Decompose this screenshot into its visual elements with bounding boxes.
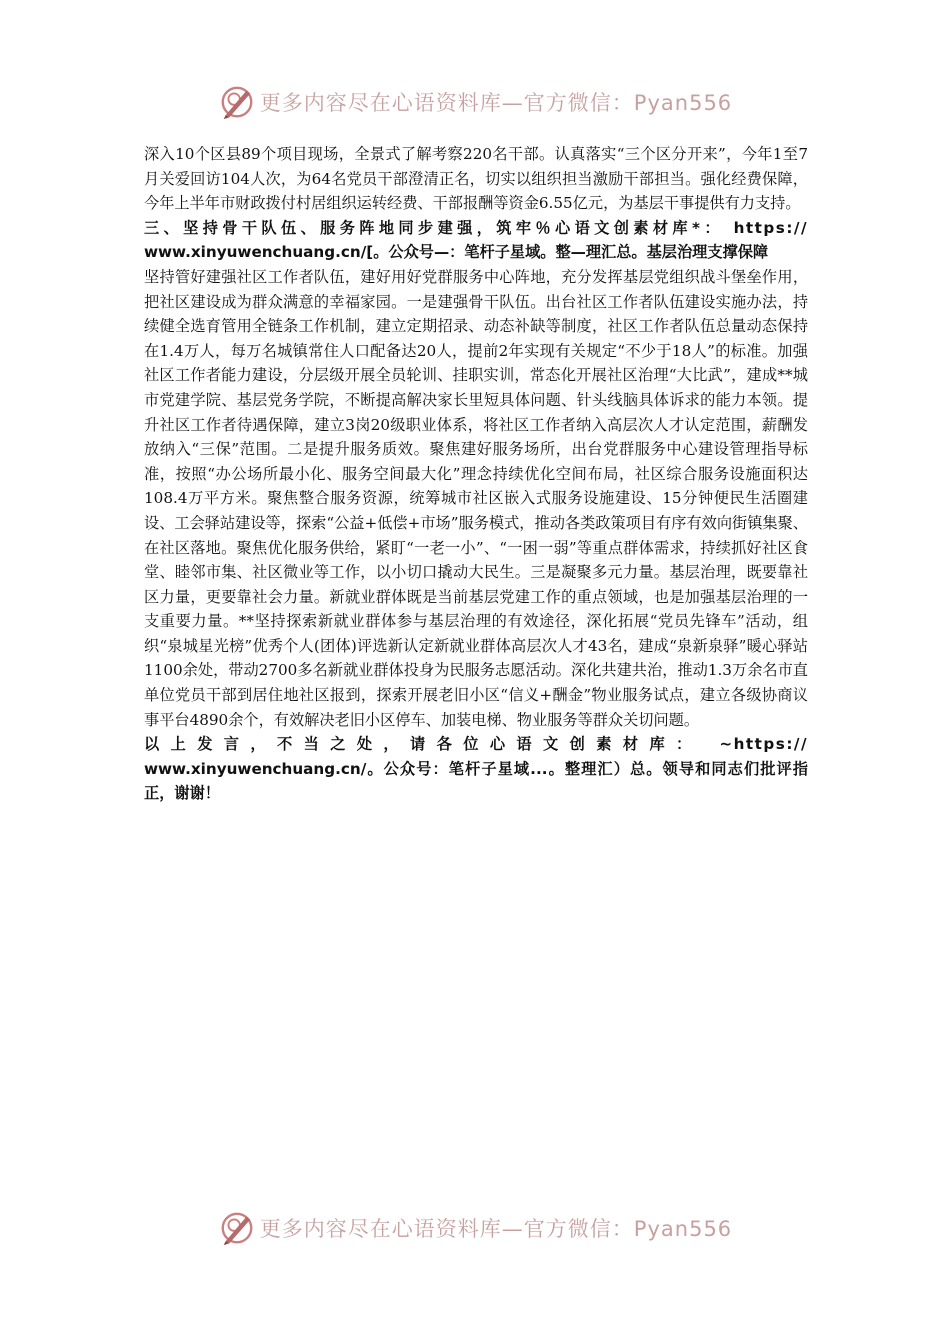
intro-paragraph: 深入10个区县89个项目现场，全景式了解考察220名干部。认真落实“三个区分开来”，今年1至7月关爱回访104人次，为64名党员干部澄清正名，切实以组织担当激励干部担当。强化经费保障，今年上半年市财政拨付村居组织运转经费、干部报酬等资金6.55亿元，为基层干事提供有力支持。 (144, 145, 808, 213)
header-watermark (0, 80, 950, 124)
section-3-heading-rest: www.xinyuwenchuang.cn/[。公众号—：笔杆子星域。整—理汇总。基层治理支撑保障 (144, 243, 769, 262)
footer-watermark (0, 1206, 950, 1250)
closing-line1: 以上发言，不当之处，请各位心语文创素材库： ~https:// (144, 735, 808, 754)
watermark-text: 更多内容尽在心语资料库—官方微信：Pyan556 (259, 91, 733, 115)
section-3-body: 坚持管好建强社区工作者队伍，建好用好党群服务中心阵地，充分发挥基层党组织战斗堡垒作用，把社区建设成为群众满意的幸福家园。一是建强骨干队伍。出台社区工作者队伍建设实施办法，持续健全选育管用全链条工作机制，建立定期招录、动态补缺等制度，社区工作者队伍总量动态保持在1.4万人，每万名城镇常住人口配备达20人，提前2年实现有关规定“不少于18人”的标准。加强社区工作者能力建设，分层级开展全员轮训、挂职实训，常态化开展社区治理“大比武”，建成**城市党建学院、基层党务学院，不断提高解决家长里短具体问题、针头线脑具体诉求的能力本领。提升社区工作者待遇保障，建立3岗20级职业体系，将社区工作者纳入高层次人才认定范围，薪酬发放纳入“三保”范围。二是提升服务质效。聚焦建好服务场所，出台党群服务中心建设管理指导标准，按照“办公场所最小化、服务空间最大化”理念持续优化空间布局，社区综合服务设施面积达108.4万平方米。聚焦整合服务资源，统筹城市社区嵌入式服务设施建设、15分钟便民生活圈建设、工会驿站建设等，探索“公益+低偿+市场”服务模式，推动各类政策项目有序有效向街镇集聚、在社区落地。聚焦优化服务供给，紧盯“一老一小”、“一困一弱”等重点群体需求，持续抓好社区食堂、睦邻市集、社区微业等工作，以小切口撬动大民生。三是凝聚多元力量。基层治理，既要靠社区力量，更要靠社会力量。新就业群体既是当前基层党建工作的重点领域，也是加强基层治理的一支重要力量。**坚持探索新就业群体参与基层治理的有效途径，深化拓展“党员先锋车”活动，组织“泉城星光榜”优秀个人(团体)评选新认定新就业群体高层次人才43名，建成“泉新泉驿”暖心驿站1100余处，带动2700多名新就业群体投身为民服务志愿活动。深化共建共治，推动1.3万余名市直单位党员干部到居住地社区报到，探索开展老旧小区“信义+酬金”物业服务试点，建立各级协商议事平台4890余个，有效解决老旧小区停车、加装电梯、物业服务等群众关切问题。 (144, 267, 808, 729)
closing-rest: www.xinyuwenchuang.cn/。公众号：笔杆子星域...。整理汇）总。领导和同志们批评指正，谢谢！ (144, 759, 808, 803)
watermark-text: 更多内容尽在心语资料库—官方微信：Pyan556 (259, 1217, 733, 1241)
pen-logo-icon (218, 1209, 256, 1247)
section-3-heading-line1: 三、坚持骨干队伍、服务阵地同步建强，筑牢％心语文创素材库*： https:// (144, 218, 808, 237)
pen-logo-icon (218, 83, 256, 121)
document-body (144, 142, 808, 806)
